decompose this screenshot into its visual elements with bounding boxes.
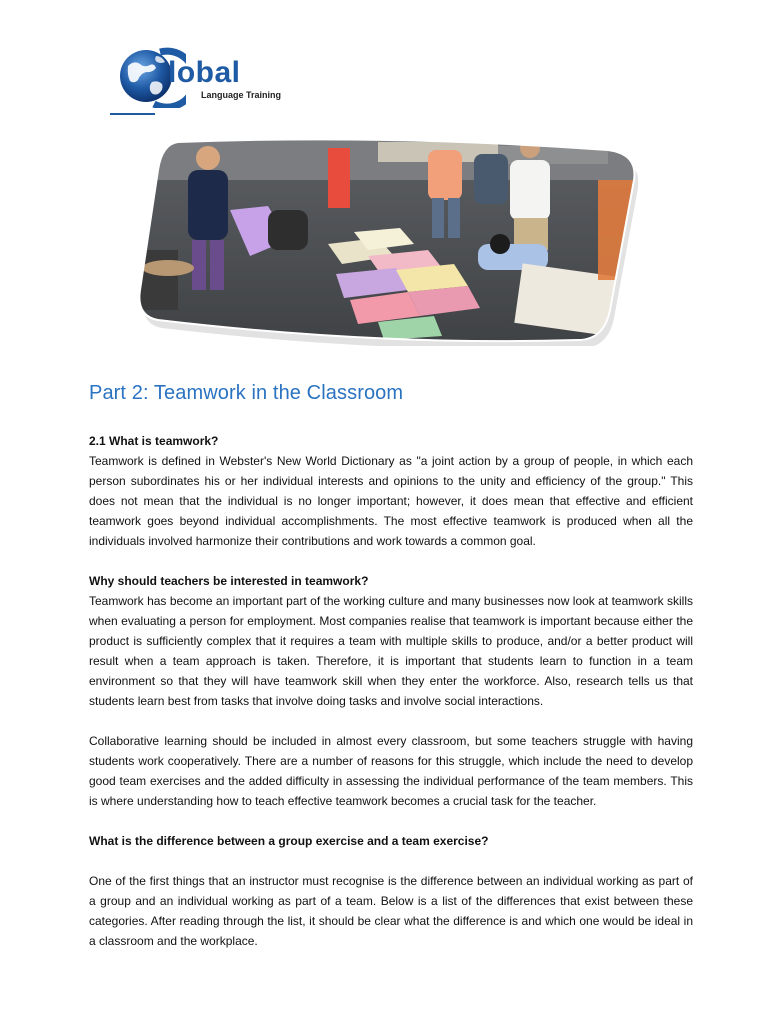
document-body — [89, 382, 693, 951]
q2-heading: Why should teachers be interested in teamwork? — [89, 574, 369, 588]
logo-subtitle: Language Training — [201, 90, 282, 100]
section-title: Part 2: Teamwork in the Classroom — [89, 382, 404, 404]
q3-paragraph: One of the first things that an instructor must recognise is the difference between an individual working as part of a group and an individual working as part of a team. Below is a list of the differences that exist between these categories. After reading through the list, it should be clear what the difference is and which one would be ideal in a classroom and the workplace. — [89, 874, 693, 948]
classroom-photo — [138, 140, 638, 346]
logo-underline — [110, 113, 155, 115]
logo-wordmark: lobal — [168, 56, 241, 89]
q2-paragraph-2: Collaborative learning should be included in almost every classroom, but some teachers struggle with having students work cooperatively. There are a number of reasons for this struggle, which include the need to develop good team exercises and the added difficulty in assessing the individual performance of the team members. This is where understanding how to teach effective teamwork becomes a crucial task for the teacher. — [89, 734, 693, 808]
q2-paragraph: Teamwork has become an important part of the working culture and many businesses now look at teamwork skills when evaluating a person for employment. Most companies realise that teamwork is important because either the product is sufficiently complex that it requires a team with multiple skills to produce, and/or a better product will result when a team approach is taken. Therefore, it is important that students learn to function in a team environment so that they will have teamwork skill when they enter the workforce. Also, research tells us that students learn best from tasks that involve doing tasks and involve social interactions. — [89, 594, 693, 708]
global-language-training-logo — [110, 44, 290, 120]
q3-heading: What is the difference between a group exercise and a team exercise? — [89, 834, 489, 848]
q1-heading: 2.1 What is teamwork? — [89, 434, 219, 448]
q1-paragraph: Teamwork is defined in Webster's New World Dictionary as "a joint action by a group of people, in which each person subordinates his or her individual interests and opinions to the unity and efficiency of the group." This does not mean that the individual is no longer important; however, it does mean that effective and efficient teamwork goes beyond individual accomplishments. The most effective teamwork is produced when all the individuals involved harmonize their contributions and work towards a common goal. — [89, 454, 693, 548]
